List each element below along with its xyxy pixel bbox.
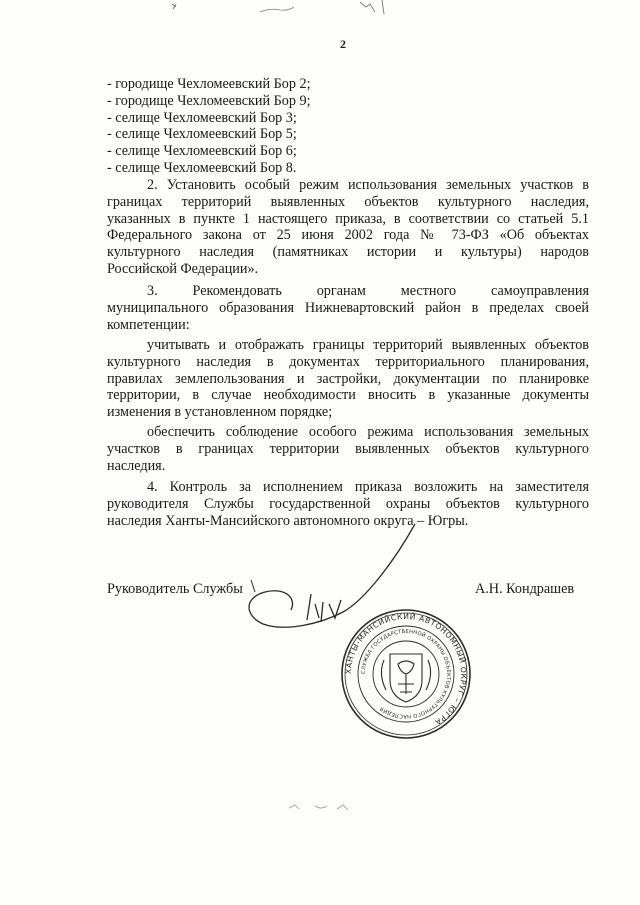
page-number: 2 — [340, 37, 346, 51]
text-line: культурного наследия в документах территориального планирования, — [107, 353, 589, 370]
paragraph-3-item-a — [107, 337, 589, 421]
signatory-name: А.Н. Кондрашев — [475, 581, 575, 597]
text-line: правилах землепользования и застройки, документации по планировке — [107, 370, 589, 387]
text-line: наследия Ханты-Мансийского автономного округа – Югры. — [107, 512, 469, 529]
text-line: 4. Контроль за исполнением приказа возложить на заместителя — [147, 479, 589, 495]
seal-outer-text: ХАНТЫ-МАНСИЙСКИЙ АВТОНОМНЫЙ ОКРУГ – ЮГРА — [343, 611, 469, 728]
scan-artifact-top — [160, 0, 420, 18]
seal-inner-text: СЛУЖБА ГОСУДАРСТВЕННОЙ ОХРАНЫ ОБЪЕКТОВ КУЛЬТУРНОГО НАСЛЕДИЯ — [360, 628, 452, 720]
text-line: компетенции: — [107, 316, 190, 333]
list-item: - селище Чехломеевский Бор 8. — [107, 159, 297, 176]
paragraph-2 — [107, 177, 589, 278]
text-line: обеспечить соблюдение особого режима использования земельных — [147, 424, 589, 440]
list-item: - селище Чехломеевский Бор 5; — [107, 126, 297, 143]
text-line: территории, в случае необходимости вносить в указанные документы — [107, 387, 589, 404]
signatory-role: Руководитель Службы — [107, 581, 243, 597]
text-line: культурного наследия (памятниках истории и культуры) народов — [107, 244, 589, 261]
paragraph-3 — [107, 283, 589, 333]
text-line: Федерального закона от 25 июня 2002 года № 73-ФЗ «Об объектах — [107, 227, 589, 244]
paragraph-3-item-b — [107, 424, 589, 474]
text-line: учитывать и отображать границы территорий выявленных объектов — [147, 337, 589, 353]
text-line: участков в границах территории выявленных объектов культурного — [107, 440, 589, 457]
coat-of-arms-icon — [381, 654, 430, 702]
scan-artifact-bottom — [285, 800, 365, 816]
text-line: муниципального образования Нижневартовский район в пределах своей — [107, 299, 589, 316]
list-item: - селище Чехломеевский Бор 6; — [107, 143, 297, 160]
text-line: 3. Рекомендовать органам местного самоуправления — [147, 283, 589, 299]
text-line: границах территорий выявленных объектов культурного наследия, — [107, 193, 589, 210]
text-line: руководителя Службы государственной охраны объектов культурного — [107, 495, 589, 512]
text-line: наследия. — [107, 457, 166, 474]
list-item: - городище Чехломеевский Бор 2; — [107, 76, 311, 92]
list-item: - селище Чехломеевский Бор 3; — [107, 109, 297, 126]
list-item: - городище Чехломеевский Бор 9; — [107, 92, 311, 109]
official-seal — [340, 608, 472, 740]
monument-list — [107, 76, 587, 177]
text-line: 2. Установить особый режим использования земельных участков в — [147, 177, 589, 193]
text-line: Российской Федерации». — [107, 260, 259, 277]
text-line: изменения в установленном порядке; — [107, 404, 333, 421]
text-line: указанных в пункте 1 настоящего приказа, в соответствии со статьей 5.1 — [107, 210, 589, 227]
